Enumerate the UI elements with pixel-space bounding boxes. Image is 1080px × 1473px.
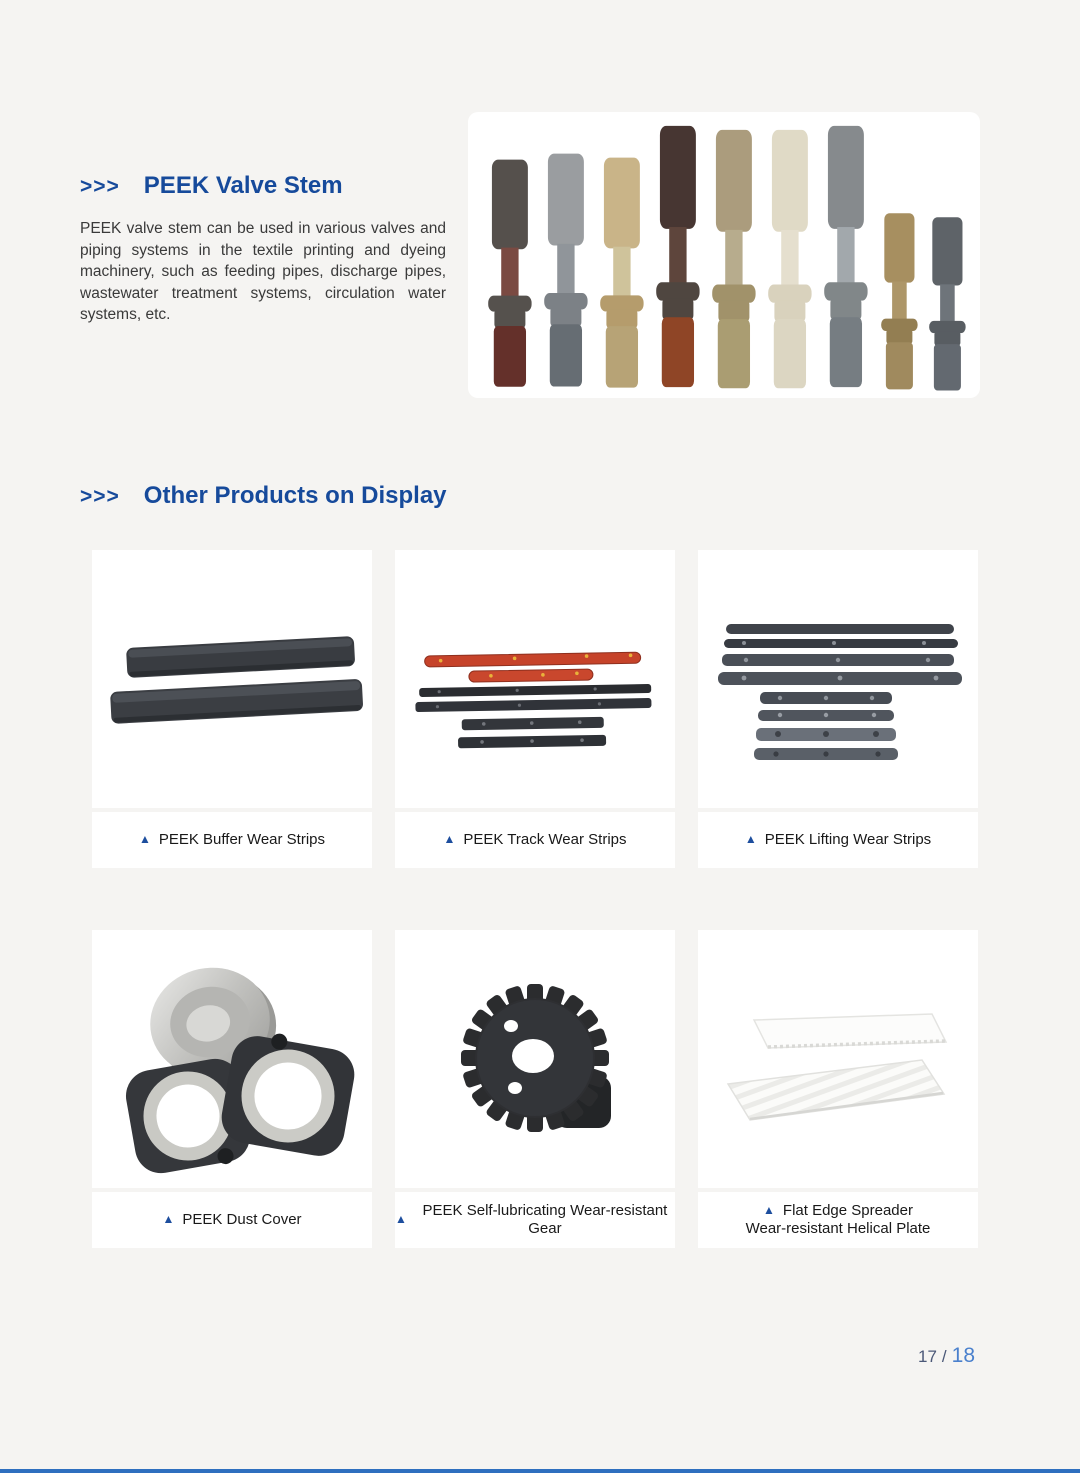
product-label: PEEK Buffer Wear Strips: [158, 831, 326, 848]
other-products-heading: [80, 482, 447, 510]
product-caption: [92, 812, 372, 868]
page-number-separator: /: [941, 1347, 947, 1366]
triangle-bullet-icon: ▲: [443, 832, 456, 846]
dust-cover-photo: [92, 930, 372, 1188]
page-number-current: 17: [918, 1347, 937, 1366]
triangle-bullet-icon: ▲: [162, 1212, 175, 1226]
triangle-bullet-icon: ▲: [395, 1212, 407, 1226]
product-label: PEEK Self-lubricating Wear-resistant Gear: [422, 1202, 668, 1237]
triangle-bullet-icon: ▲: [744, 832, 757, 846]
product-card: [92, 550, 372, 868]
bottom-accent-bar: [0, 1469, 1080, 1473]
product-label: PEEK Track Wear Strips: [463, 831, 627, 848]
valve-stems-photo: [468, 112, 980, 398]
valve-stem-description: PEEK valve stem can be used in various valves and piping systems in the textile printing and dyeing machinery, such as feeding pipes, discharge pipes, wastewater treatment systems, circulation water systems, etc.: [80, 220, 446, 323]
product-card: [92, 930, 372, 1248]
product-label: PEEK Lifting Wear Strips: [764, 831, 932, 848]
product-card: [395, 550, 675, 868]
product-card: [698, 550, 978, 868]
valve-stem-heading: [80, 172, 343, 200]
valve-stems-illustration: [468, 112, 980, 398]
product-label: PEEK Dust Cover: [182, 1211, 302, 1228]
page-number-total: 18: [951, 1344, 976, 1367]
product-caption: [92, 1192, 372, 1248]
lifting-wear-strips-photo: [698, 550, 978, 808]
chevron-marker-icon: >>>: [80, 175, 120, 198]
product-label: Flat Edge Spreader: [782, 1202, 913, 1219]
product-caption: [395, 812, 675, 868]
triangle-bullet-icon: ▲: [763, 1203, 775, 1217]
other-products-title: Other Products on Display: [143, 482, 447, 509]
page-number: [918, 1344, 975, 1368]
product-caption: [698, 1192, 978, 1248]
product-caption: [395, 1192, 675, 1248]
triangle-bullet-icon: ▲: [138, 832, 151, 846]
buffer-wear-strips-photo: [92, 550, 372, 808]
products-grid: [92, 550, 978, 1248]
product-card: [698, 930, 978, 1248]
product-caption: [698, 812, 978, 868]
product-label-line2: Wear-resistant Helical Plate: [745, 1220, 931, 1237]
track-wear-strips-photo: [395, 550, 675, 808]
product-card: [395, 930, 675, 1248]
gear-photo: [395, 930, 675, 1188]
valve-stem-title: PEEK Valve Stem: [143, 172, 343, 199]
helical-plate-photo: [698, 930, 978, 1188]
chevron-marker-icon: >>>: [80, 485, 120, 508]
